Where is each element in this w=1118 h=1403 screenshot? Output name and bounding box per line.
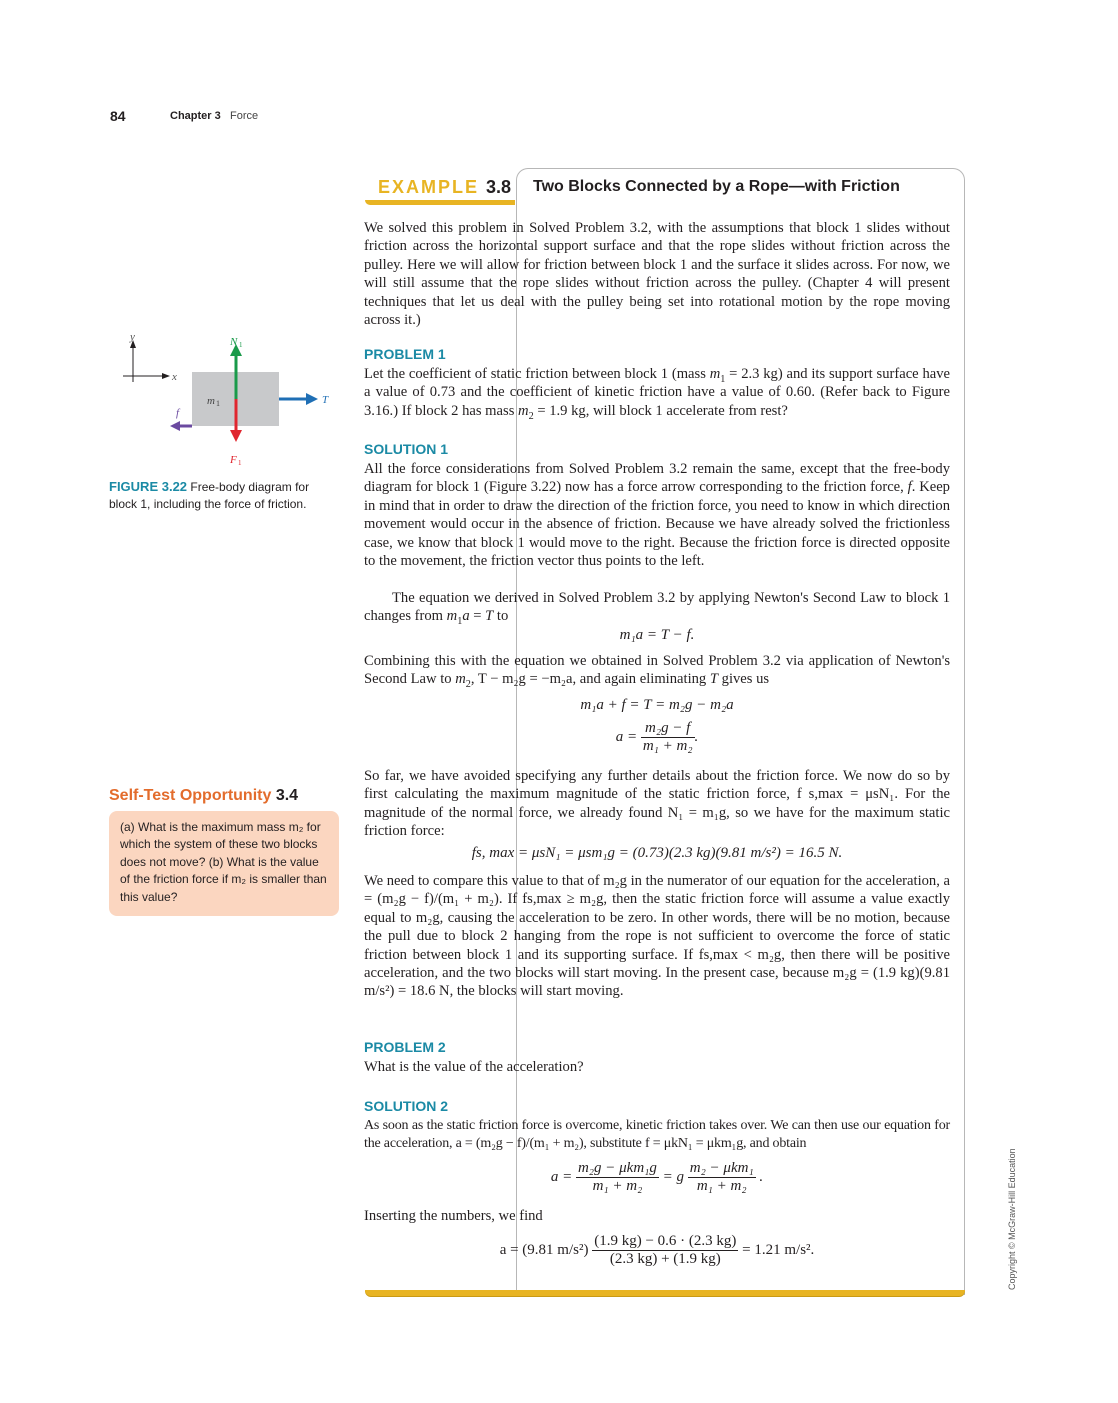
self-test-text: (a) What is the maximum mass m₂ for which the system of these two blocks does not move? (b) What is the value of the friction force if m₂ is smaller than this value? bbox=[120, 820, 327, 904]
solution1-para2: The equation we derived in Solved Problem 3.2 by applying Newton's Second Law to block 1 changes from $m_1a = T$ to bbox=[364, 590, 950, 628]
equation-3: a = $\frac{\text{m₂g − f}}{\text{m₁ + m₂}}$ . bbox=[615, 720, 699, 754]
axes-icon bbox=[123, 331, 177, 383]
equation-5-numerator-1: m₂g − μkm₁g bbox=[577, 1160, 657, 1176]
example-number: 3.8 bbox=[486, 177, 512, 197]
example-intro: We solved this problem in Solved Problem 3.2, with the assumptions that block 1 slides without friction across the horizontal support surface and that the rope slides without friction across the pulley. Here we will allow for friction between block 1 and the surface it slides across. For now, we will still assume that the rope slides without friction across the pulley. (Chapter 4 will present techniques that let us deal with the pulley being set into rotational motion by the rope moving across it.) bbox=[364, 220, 950, 329]
equation-5-end: . bbox=[759, 1168, 764, 1185]
equation-4: fs, max = μsN₁ = μsm₁g = (0.73)(2.3 kg)(9.81 m/s²) = 16.5 N. bbox=[471, 845, 843, 861]
solution1-para1-b: . Keep in mind that in order to draw the direction of the friction force, you need to know in which direction movement would occur in the absence of friction. Because we have already solved the frictionless case, we know that block 1 would move to the right. Because the friction force is directed opposite to the movement, the friction vector thus points to the left. bbox=[364, 479, 950, 570]
example-label bbox=[378, 177, 511, 198]
figure-caption-text: Free-body diagram for block 1, including the force of friction. bbox=[109, 480, 310, 511]
problem1-heading: PROBLEM 1 bbox=[364, 346, 446, 362]
svg-text:1: 1 bbox=[216, 399, 220, 408]
equation-3-fraction bbox=[641, 720, 695, 755]
svg-text:m: m bbox=[207, 395, 215, 407]
page-number: 84 bbox=[110, 108, 126, 124]
self-test-number: 3.4 bbox=[275, 787, 299, 804]
self-test-title-text: Self-Test Opportunity bbox=[109, 787, 272, 804]
free-body-diagram bbox=[110, 330, 350, 480]
solution1-para4: So far, we have avoided specifying any further details about the friction force. We now do so by first calculating the maximum magnitude of the static friction force, f s,max = μsN₁. For the magnitude of the normal force, we already found N₁ = m₁g, so we have for the maximum static friction force: bbox=[364, 768, 950, 840]
equation-6 bbox=[364, 1233, 950, 1268]
equation-5-fraction-1 bbox=[576, 1160, 659, 1195]
copyright-notice: Copyright © McGraw-Hill Education bbox=[1007, 1148, 1017, 1290]
example-label-text: EXAMPLE bbox=[378, 177, 480, 197]
self-test-title bbox=[109, 787, 298, 805]
equation-5 bbox=[364, 1160, 950, 1195]
free-body-diagram-svg bbox=[110, 330, 350, 480]
solution1-para2-b: to bbox=[493, 608, 509, 625]
example-bottom-rule bbox=[365, 1290, 965, 1296]
svg-text:1: 1 bbox=[238, 459, 242, 467]
figure-number: FIGURE 3.22 bbox=[109, 479, 188, 494]
svg-text:N: N bbox=[230, 336, 238, 348]
equation-6-lhs: a = (9.81 m/s²) bbox=[499, 1241, 589, 1258]
equation-5-lhs: a = bbox=[550, 1168, 573, 1185]
equation-5-fraction-2 bbox=[688, 1160, 756, 1195]
solution2-heading: SOLUTION 2 bbox=[364, 1098, 449, 1114]
problem2-heading: PROBLEM 2 bbox=[364, 1039, 446, 1055]
equation-6-fraction bbox=[592, 1233, 738, 1268]
solution1-para3-a: Combining this with the equation we obtained in Solved Problem 3.2 via application of Newton's Second Law to bbox=[364, 653, 950, 688]
problem1-text-a: Let the coefficient of static friction between block 1 (mass bbox=[364, 366, 710, 382]
solution2-para1: As soon as the static friction force is overcome, kinetic friction takes over. We can then use our equation for the acceleration, a = (m₂g − f)/(m₁ + m₂), substitute f = μkN₁ = μkm₁g, and obtain bbox=[364, 1118, 950, 1152]
problem1-text: Let the coefficient of static friction between block 1 (mass $m_1 = 2.3$ kg) and its support surface have a value of 0.73 and the coefficient of kinetic friction have a value of 0.60. (Refer back to Figure 3.16.) If block 2 has mass $m_2 = 1.9$ kg, will block 1 accelerate from rest? bbox=[364, 366, 950, 422]
solution2-para2: Inserting the numbers, we find bbox=[364, 1208, 543, 1224]
equation-5-middle: = g bbox=[662, 1168, 684, 1185]
svg-text:f: f bbox=[176, 407, 180, 419]
example-title: Two Blocks Connected by a Rope—with Friction bbox=[533, 178, 900, 195]
equation-3-numerator: m₂g − f bbox=[641, 720, 695, 738]
problem1-text-c: = 1.9 kg, will block 1 accelerate from rest? bbox=[533, 402, 788, 419]
problem1-text-b: = 2.3 kg) and its support surface have a value of 0.73 and the coefficient of kinetic friction have a value of 0.60. (Refer back to Figure 3.16.) If block 2 has mass bbox=[364, 366, 950, 419]
solution1-para5: We need to compare this value to that of m₂g in the numerator of our equation for the acceleration, a = (m₂g − f)/(m₁ + m₂). If fs,max ≥ m₂g, then the static friction force will assume a value exactly equal to m₂g, causing the acceleration to be zero. In other words, there will be no motion, because the pull due to block 2 hanging from the rope is not sufficient to overcome the force of static friction between block 1 and its supporting surface. If fs,max < m₂g, then there will be positive acceleration, and the two blocks will start moving. In the present case, because m₂g = (1.9 kg)(9.81 m/s²) = 18.6 N, the blocks will start moving. bbox=[364, 873, 950, 1000]
example-underline bbox=[365, 200, 515, 205]
solution1-para2-a: The equation we derived in Solved Problem 3.2 by applying Newton's Second Law to block 1 changes from bbox=[364, 590, 950, 625]
equation-6-denominator: (2.3 kg) + (1.9 kg) bbox=[609, 1251, 721, 1267]
solution1-para1-a: All the force considerations from Solved Problem 3.2 remain the same, except that the free-body diagram for block 1 (Figure 3.22) now has a force arrow corresponding to the friction force, bbox=[364, 461, 950, 496]
equation-1: m₁a = T − f. bbox=[619, 627, 695, 643]
svg-text:F: F bbox=[230, 454, 237, 466]
solution1-para1: All the force considerations from Solved Problem 3.2 remain the same, except that the free-body diagram for block 1 (Figure 3.22) now has a force arrow corresponding to the friction force, f. Keep in mind that in order to draw the direction of the friction force, you need to know in which direction movement would occur in the absence of friction. Because we have already solved the frictionless case, we know that block 1 would move to the right. Because the friction force is directed opposite to the movement, the friction vector thus points to the left. bbox=[364, 461, 950, 570]
equation-6-numerator: (1.9 kg) − 0.6 · (2.3 kg) bbox=[594, 1233, 737, 1249]
chapter-label: Chapter 3 bbox=[170, 110, 221, 122]
figure-caption bbox=[109, 478, 334, 513]
svg-text:T: T bbox=[322, 394, 329, 406]
equation-5-numerator-2: m₂ − μkm₁ bbox=[689, 1160, 754, 1176]
solution1-heading: SOLUTION 1 bbox=[364, 441, 449, 457]
svg-text:1: 1 bbox=[239, 341, 243, 349]
solution1-para3-b: , T − m₂g = −m₂a, and again eliminating bbox=[470, 671, 710, 688]
equation-6-rhs: = 1.21 m/s². bbox=[742, 1241, 815, 1258]
solution1-para3-c: gives us bbox=[718, 671, 770, 688]
chapter-title: Force bbox=[230, 110, 259, 122]
equation-3-denominator: m₁ + m₂ bbox=[642, 738, 693, 754]
problem2-text: What is the value of the acceleration? bbox=[364, 1059, 584, 1075]
solution1-para3: Combining this with the equation we obtained in Solved Problem 3.2 via application of Newton's Second Law to $m_2$, T − m₂g = −m₂a, and again eliminating T gives us bbox=[364, 653, 950, 691]
svg-text:y: y bbox=[130, 331, 135, 343]
equation-3-lhs: a = bbox=[615, 728, 638, 745]
svg-text:x: x bbox=[172, 371, 177, 383]
equation-5-denominator-2: m₁ + m₂ bbox=[696, 1178, 747, 1194]
equation-5-denominator-1: m₁ + m₂ bbox=[592, 1178, 643, 1194]
equation-2: m₁a + f = T = m₂g − m₂a bbox=[580, 697, 734, 713]
